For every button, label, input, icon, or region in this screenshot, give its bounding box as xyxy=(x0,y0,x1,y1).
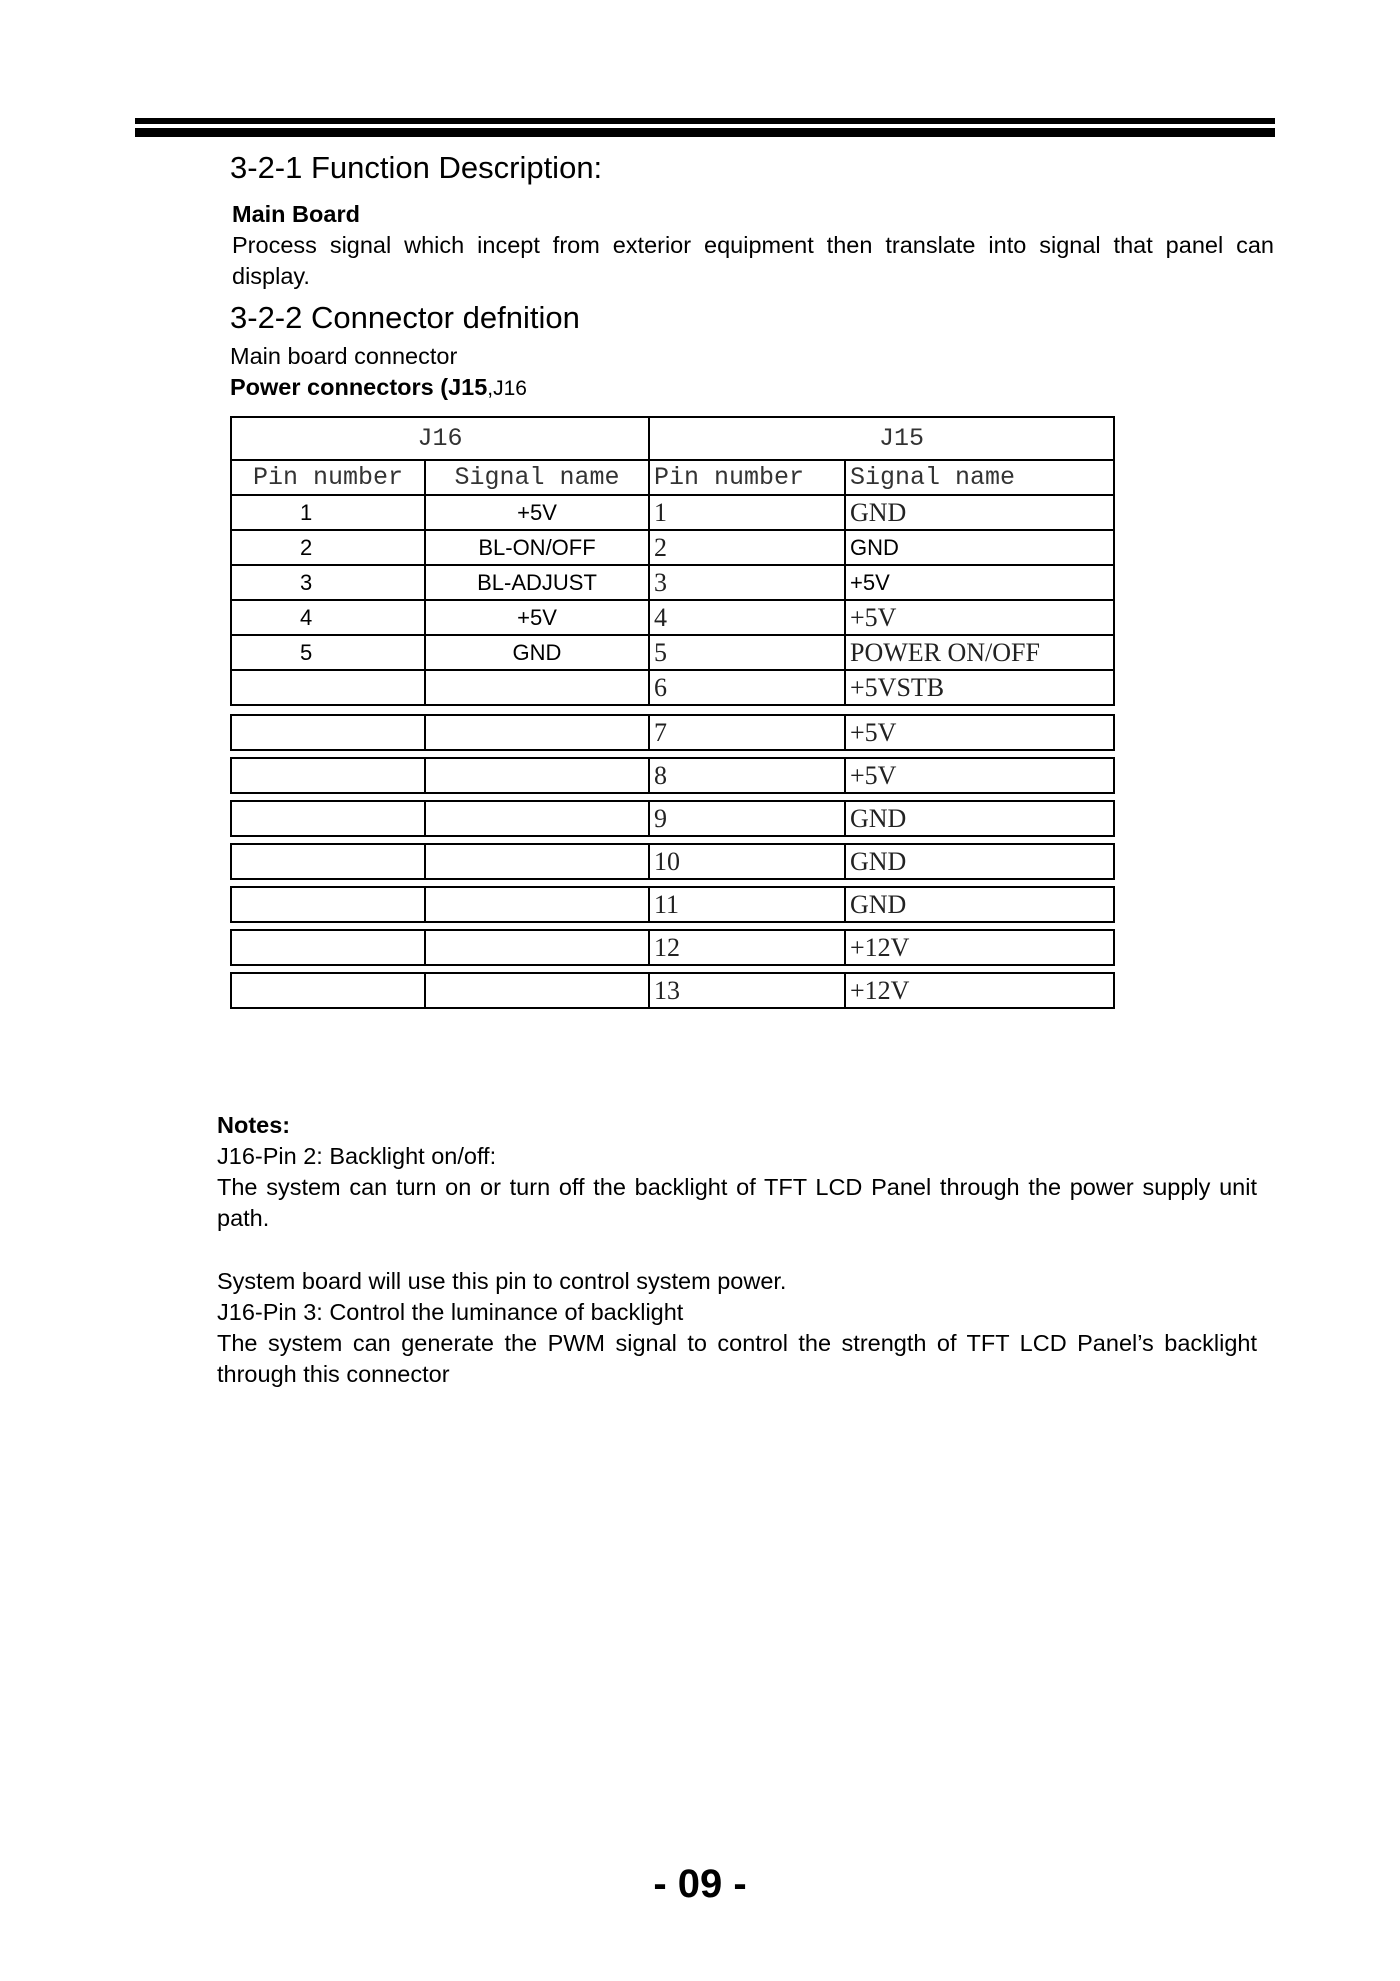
function-description: Process signal which incept from exterior equipment then translate into signal that panel can display. xyxy=(232,232,1274,289)
j15-signal-cell: GND xyxy=(845,530,1114,565)
page-number: - 09 - xyxy=(653,1862,747,1906)
connector-table-row-13 xyxy=(230,972,1115,1009)
j15-pin-cell: 12 xyxy=(649,930,845,965)
j15-signal-cell: +5V xyxy=(845,565,1114,600)
j15-signal-cell: GND xyxy=(845,495,1114,530)
note-system-power: System board will use this pin to control system power. xyxy=(217,1268,787,1294)
j15-pin-cell: 11 xyxy=(649,887,845,922)
j16-pin-cell: 4 xyxy=(231,600,425,635)
j16-pin-cell: 1 xyxy=(231,495,425,530)
section-title-connector: 3-2-2 Connector defnition xyxy=(230,300,580,335)
j15-signal-cell: +12V xyxy=(845,973,1114,1008)
note-pin3-heading: J16-Pin 3: Control the luminance of backlight xyxy=(217,1299,684,1325)
j15-signal-cell: +5V xyxy=(845,715,1114,750)
connector-table xyxy=(230,416,1115,706)
j15-signal-col-header: Signal name xyxy=(845,460,1114,495)
j16-pin-cell: 2 xyxy=(231,530,425,565)
j16-header: J16 xyxy=(231,417,649,460)
j16-signal-cell: +5V xyxy=(425,495,649,530)
table-row xyxy=(231,670,1114,705)
j16-signal-col-header: Signal name xyxy=(425,460,649,495)
j15-signal-cell: +12V xyxy=(845,930,1114,965)
j16-signal-cell: BL-ON/OFF xyxy=(425,530,649,565)
j15-pin-col-header: Pin number xyxy=(649,460,845,495)
j15-pin-cell: 10 xyxy=(649,844,845,879)
connector-table-row-9 xyxy=(230,800,1115,837)
j15-pin-cell: 1 xyxy=(649,495,845,530)
table-row xyxy=(231,635,1114,670)
j16-signal-cell: +5V xyxy=(425,600,649,635)
j16-pin-cell: 5 xyxy=(231,635,425,670)
j15-pin-cell: 9 xyxy=(649,801,845,836)
j15-pin-cell: 13 xyxy=(649,973,845,1008)
main-board-heading: Main Board xyxy=(232,201,360,227)
j16-signal-cell xyxy=(425,670,649,705)
j15-signal-cell: +5V xyxy=(845,758,1114,793)
table-row xyxy=(231,495,1114,530)
connector-table-row-10 xyxy=(230,843,1115,880)
connector-table-row-8 xyxy=(230,757,1115,794)
j15-signal-cell: GND xyxy=(845,801,1114,836)
j15-signal-cell: +5VSTB xyxy=(845,670,1114,705)
j15-pin-cell: 5 xyxy=(649,635,845,670)
notes-title: Notes: xyxy=(217,1112,291,1138)
j16-pin-cell xyxy=(231,670,425,705)
j15-pin-cell: 2 xyxy=(649,530,845,565)
section-title-function: 3-2-1 Function Description: xyxy=(230,150,603,185)
j15-pin-cell: 7 xyxy=(649,715,845,750)
j15-pin-cell: 6 xyxy=(649,670,845,705)
j15-header: J15 xyxy=(649,417,1114,460)
header-rule-thick xyxy=(135,118,1275,124)
power-connectors-label: Power connectors (J15,J16 xyxy=(230,374,527,400)
table-row xyxy=(231,530,1114,565)
note-pin2-heading: J16-Pin 2: Backlight on/off: xyxy=(217,1143,497,1169)
connector-table-row-12 xyxy=(230,929,1115,966)
j15-signal-cell: GND xyxy=(845,887,1114,922)
j15-signal-cell: GND xyxy=(845,844,1114,879)
note-pin3-text: The system can generate the PWM signal to control the strength of TFT LCD Panel’s backlight through this connector xyxy=(217,1330,1257,1387)
table-row xyxy=(231,600,1114,635)
j16-pin-col-header: Pin number xyxy=(231,460,425,495)
connector-table-row-11 xyxy=(230,886,1115,923)
j15-pin-cell: 8 xyxy=(649,758,845,793)
table-row xyxy=(231,565,1114,600)
j16-pin-cell: 3 xyxy=(231,565,425,600)
main-board-connector-label: Main board connector xyxy=(230,343,458,369)
j15-pin-cell: 4 xyxy=(649,600,845,635)
j15-signal-cell: +5V xyxy=(845,600,1114,635)
j15-pin-cell: 3 xyxy=(649,565,845,600)
header-rule-thin xyxy=(135,128,1275,137)
j16-signal-cell: GND xyxy=(425,635,649,670)
connector-table-row-7 xyxy=(230,714,1115,751)
j15-signal-cell: POWER ON/OFF xyxy=(845,635,1114,670)
j16-signal-cell: BL-ADJUST xyxy=(425,565,649,600)
note-pin2-text: The system can turn on or turn off the backlight of TFT LCD Panel through the power supply unit path. xyxy=(217,1174,1257,1231)
